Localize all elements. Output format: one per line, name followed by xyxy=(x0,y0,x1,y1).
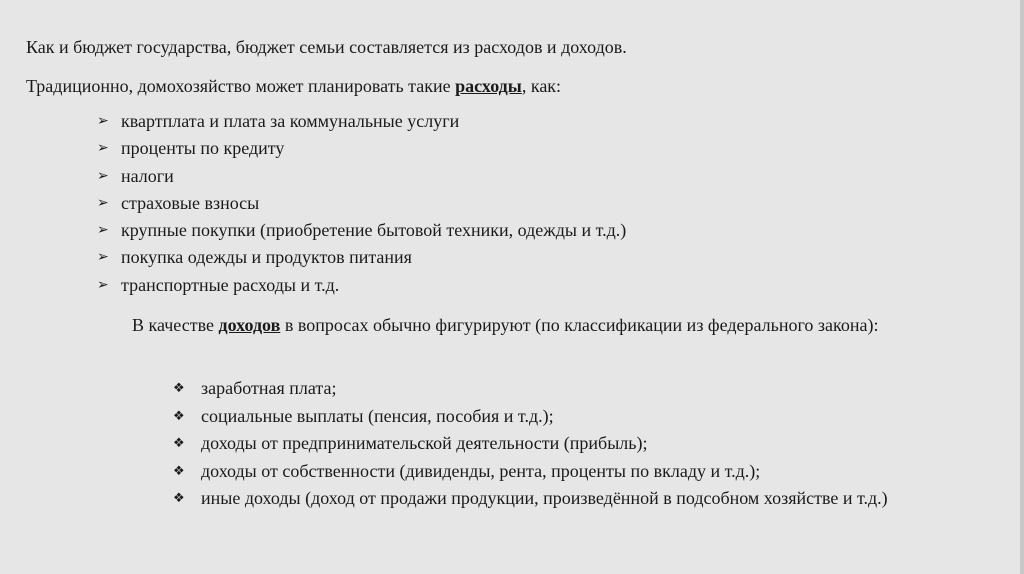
list-item-text: транспортные расходы и т.д. xyxy=(121,274,340,295)
arrow-bullet-icon: ➢ xyxy=(97,113,109,129)
list-item xyxy=(173,430,973,458)
list-item xyxy=(173,485,973,513)
list-item xyxy=(97,165,626,192)
list-item-text: доходы от собственности (дивиденды, рента, проценты по вкладу и т.д.); xyxy=(201,460,761,481)
diamond-bullet-icon: ❖ xyxy=(173,436,185,451)
list-item xyxy=(173,458,973,486)
expenses-list xyxy=(97,110,626,301)
slide-edge-divider xyxy=(1020,0,1024,574)
arrow-bullet-icon: ➢ xyxy=(97,249,109,266)
intro-line-1: Как и бюджет государства, бюджет семьи составляется из расходов и доходов. xyxy=(26,37,627,57)
income-intro-after: в вопросах обычно фигурируют (по классификации из федерального закона): xyxy=(280,315,879,335)
list-item-text: покупка одежды и продуктов питания xyxy=(121,247,412,268)
intro-line-2-before: Традиционно, домохозяйство может планировать такие xyxy=(26,76,456,96)
income-intro xyxy=(132,313,962,337)
intro-line-2 xyxy=(26,75,561,97)
expenses-emphasis: расходы xyxy=(455,76,522,96)
diamond-bullet-icon: ❖ xyxy=(173,408,185,424)
list-item-text: социальные выплаты (пенсия, пособия и т.д.); xyxy=(201,405,554,426)
diamond-bullet-icon: ❖ xyxy=(173,381,185,396)
income-list xyxy=(173,375,973,513)
list-item-text: доходы от предпринимательской деятельности (прибыль); xyxy=(201,433,648,453)
intro-line-2-after: , как: xyxy=(521,76,562,96)
diamond-bullet-icon: ❖ xyxy=(173,491,185,506)
arrow-bullet-icon: ➢ xyxy=(97,276,109,293)
list-item-text: заработная плата; xyxy=(201,378,337,398)
list-item xyxy=(173,403,973,431)
list-item-text: крупные покупки (приобретение бытовой техники, одежды и т.д.) xyxy=(121,220,627,241)
list-item-text: иные доходы (доход от продажи продукции, произведённой в подсобном хозяйстве и т.д.) xyxy=(201,488,888,508)
list-item-text: квартплата и плата за коммунальные услуги xyxy=(121,111,460,131)
arrow-bullet-icon: ➢ xyxy=(97,140,109,157)
list-item-text: страховые взносы xyxy=(121,192,260,213)
arrow-bullet-icon: ➢ xyxy=(97,222,109,239)
income-emphasis: доходов xyxy=(218,315,281,335)
list-item xyxy=(97,246,626,273)
arrow-bullet-icon: ➢ xyxy=(97,194,109,211)
list-item xyxy=(97,219,626,246)
list-item xyxy=(97,110,626,137)
income-intro-before: В качестве xyxy=(132,315,219,335)
diamond-bullet-icon: ❖ xyxy=(173,463,185,479)
list-item xyxy=(97,192,626,219)
list-item xyxy=(97,137,626,164)
list-item xyxy=(173,375,973,403)
list-item-text: проценты по кредиту xyxy=(121,138,285,159)
list-item-text: налоги xyxy=(121,165,174,186)
list-item xyxy=(97,274,626,301)
arrow-bullet-icon: ➢ xyxy=(97,167,109,184)
